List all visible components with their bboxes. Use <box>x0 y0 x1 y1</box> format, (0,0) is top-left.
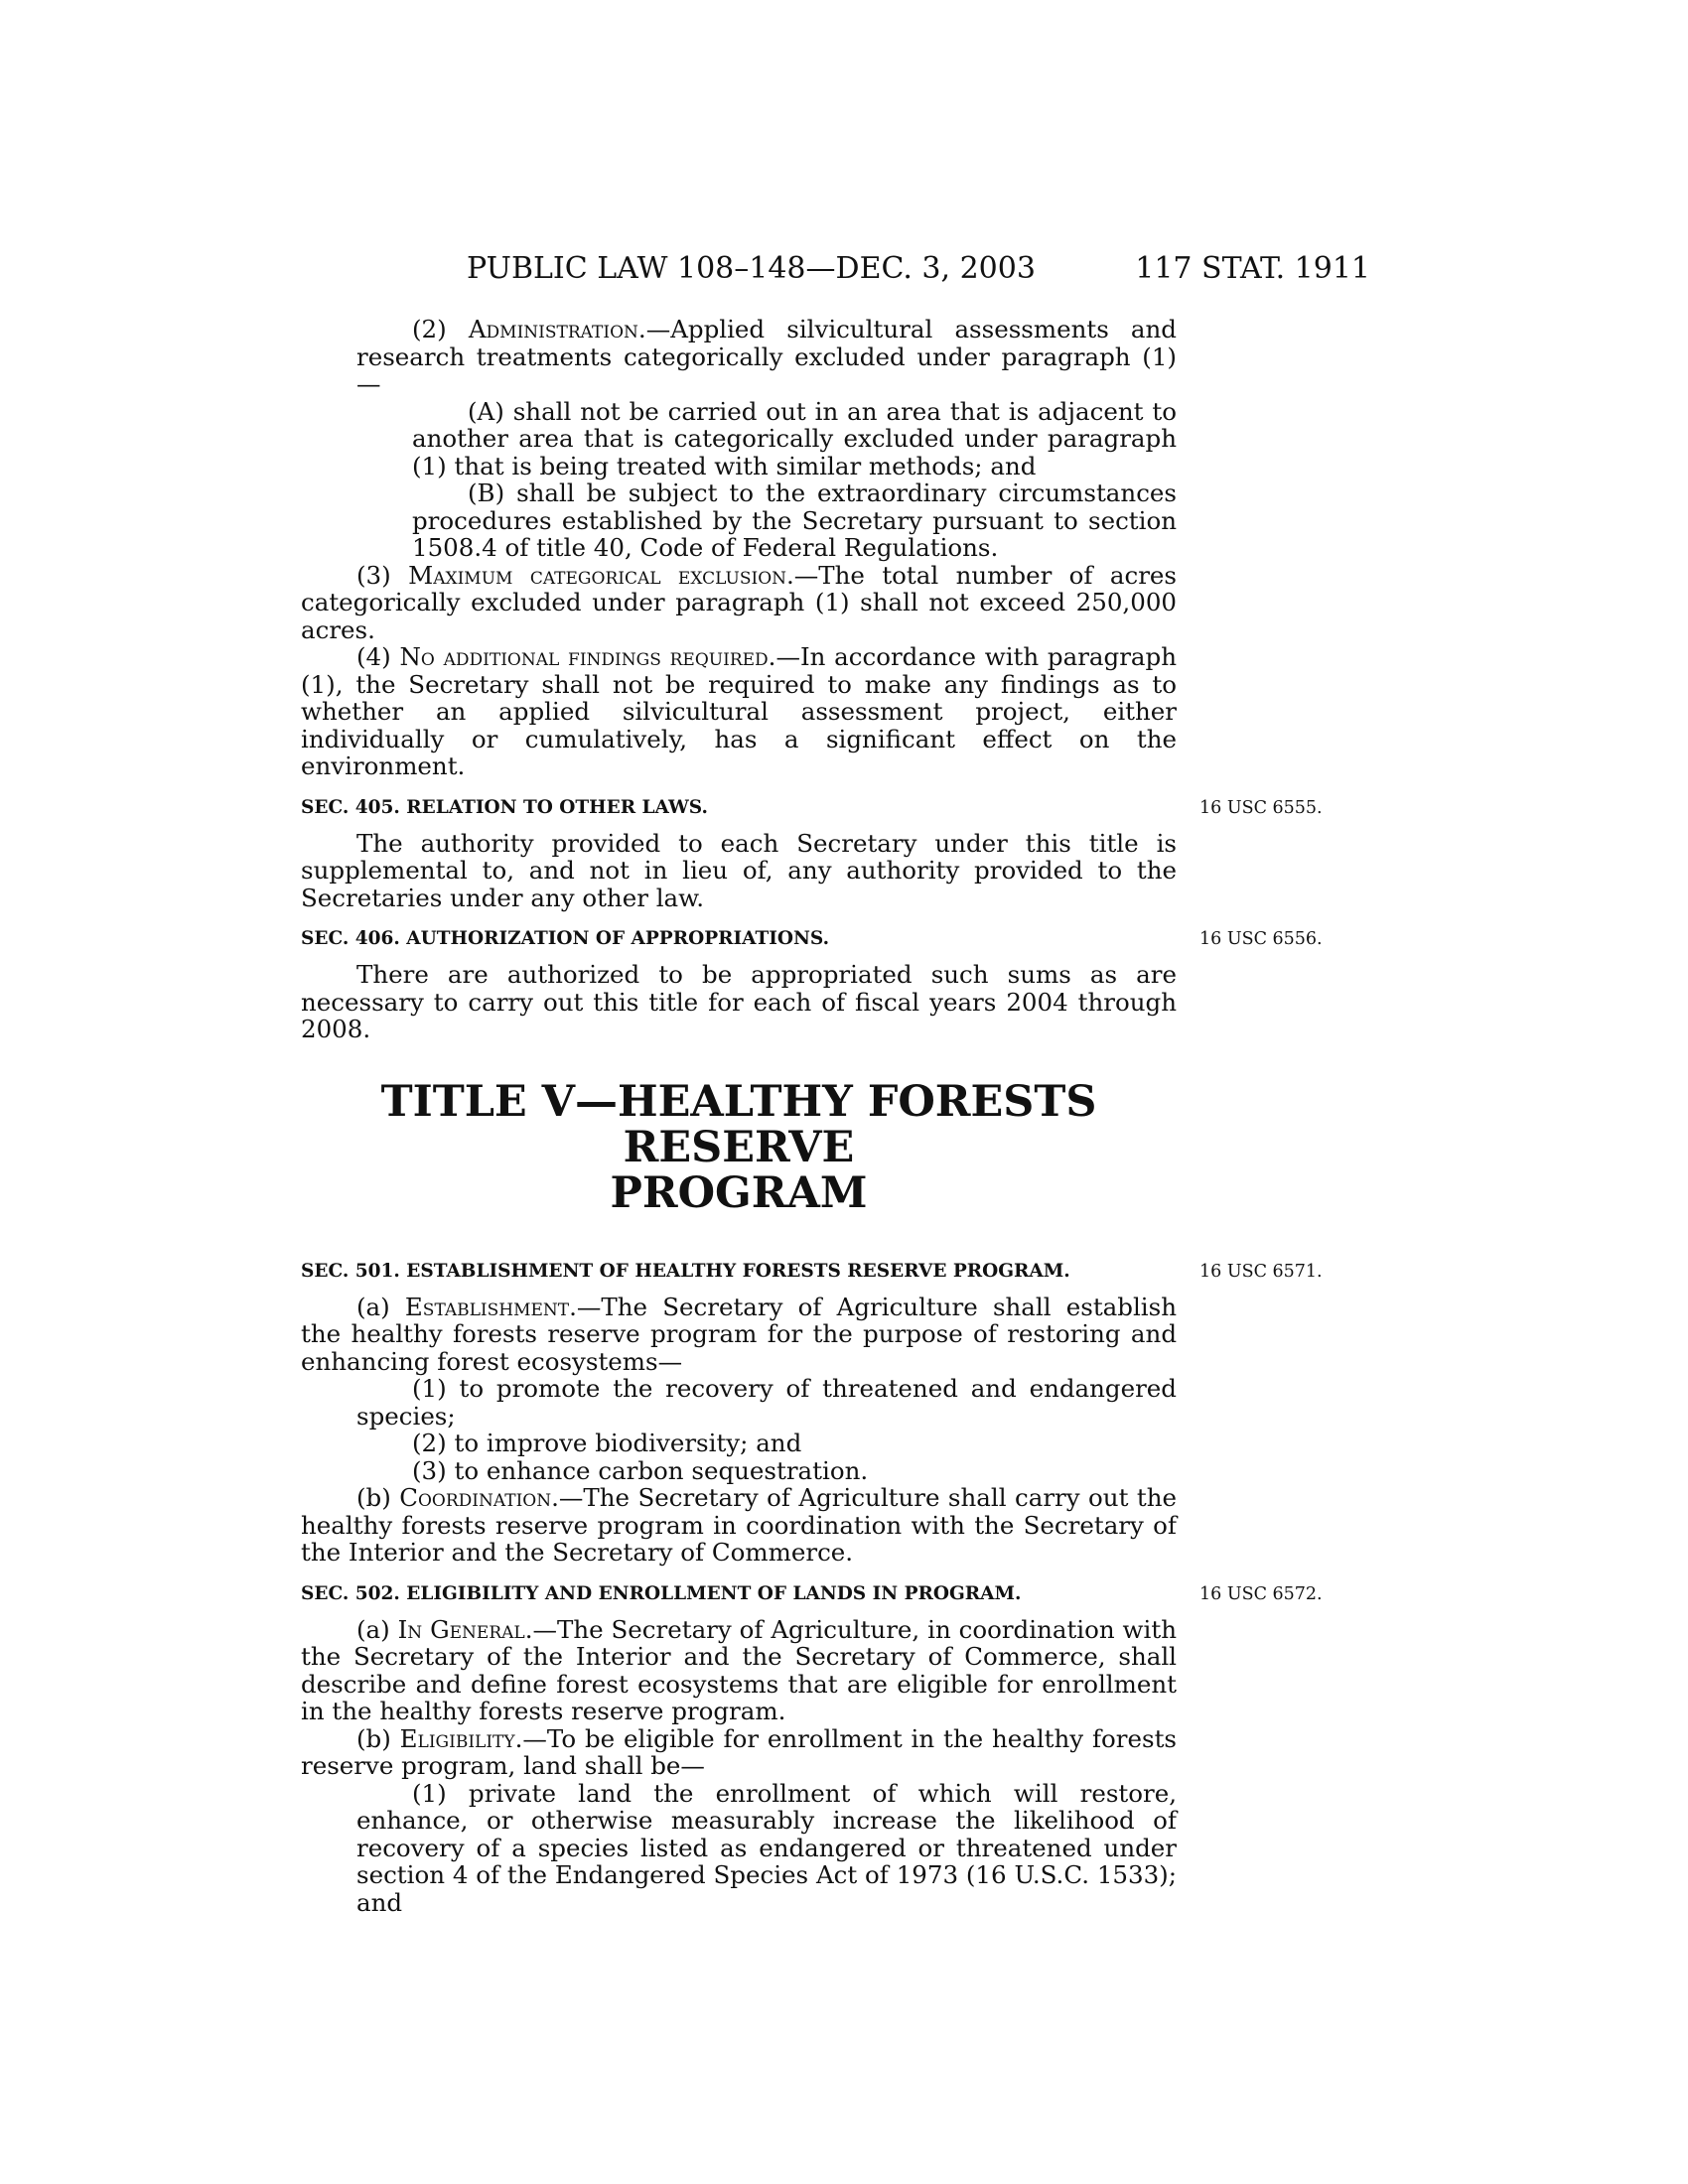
subparagraph-b: (B) shall be subject to the extraordinary circumstances procedures established by the Secretary pursuant to section 1508.4 of title 40, Code of Federal Regulations. <box>412 478 1177 562</box>
section-501-item-2: (2) to improve biodiversity; and <box>412 1429 802 1457</box>
document-body <box>301 315 1323 1917</box>
section-501-item-3: (3) to enhance carbon sequestration. <box>412 1455 869 1485</box>
paragraph-heading: Coordination <box>399 1483 552 1512</box>
section-501-heading: SEC. 501. ESTABLISHMENT OF HEALTHY FORESTS RESERVE PROGRAM. 16 USC 6571. <box>301 1260 1177 1284</box>
section-502-a: (a) In General.—The Secretary of Agriculture, in coordination with the Secretary of the Interior and the Secretary of Commerce, shall describe and define forest ecosystems that are eligible for enrollment in the healthy forests reserve program. <box>301 1614 1177 1725</box>
section-502-heading: SEC. 502. ELIGIBILITY AND ENROLLMENT OF LANDS IN PROGRAM. 16 USC 6572. <box>301 1582 1177 1606</box>
section-405-heading: SEC. 405. RELATION TO OTHER LAWS. 16 USC 6555. <box>301 796 1177 820</box>
section-405-text: The authority provided to each Secretary under this title is supplemental to, and not in lieu of, any authority provided to the Secretaries under any other law. <box>301 828 1177 912</box>
paragraph-2: (2) Administration.—Applied silvicultural assessments and research treatments categorically excluded under paragraph (1)— <box>356 315 1177 398</box>
section-406-heading: SEC. 406. AUTHORIZATION OF APPROPRIATIONS. 16 USC 6556. <box>301 927 1177 951</box>
paragraph-heading: Administration <box>468 315 638 343</box>
section-406-text: There are authorized to be appropriated such sums as are necessary to carry out this title for each of fiscal years 2004 through 2008. <box>301 960 1177 1043</box>
stat-page-number: 117 STAT. 1911 <box>1135 251 1370 286</box>
running-head: PUBLIC LAW 108–148—DEC. 3, 2003 <box>467 251 1036 286</box>
section-502-item-1: (1) private land the enrollment of which will restore, enhance, or otherwise measurably increase the likelihood of recovery of a species listed as endangered or threatened under section 4 of the Endangered Species Act of 1973 (16 U.S.C. 1533); and <box>356 1778 1177 1917</box>
paragraph-heading: Establishment <box>404 1292 570 1321</box>
section-502-b: (b) Eligibility.—To be eligible for enrollment in the healthy forests reserve program, land shall be— <box>301 1723 1177 1780</box>
subparagraph-a: (A) shall not be carried out in an area that is adjacent to another area that is categorically excluded under paragraph (1) that is being treated with similar methods; and <box>412 396 1177 480</box>
paragraph-4: (4) No additional findings required.—In accordance with paragraph (1), the Secretary shall not be required to make any findings as to whether an applied silvicultural assessment project, either individually or cumulatively, has a significant effect on the environment. <box>301 642 1177 780</box>
title-heading: TITLE V—HEALTHY FORESTS RESERVE PROGRAM <box>380 1076 1097 1218</box>
paragraph-heading: Maximum categorical exclusion <box>408 560 787 590</box>
paragraph-3: (3) Maximum categorical exclusion.—The total number of acres categorically excluded under paragraph (1) shall not exceed 250,000 acres. <box>301 560 1178 644</box>
page-header <box>467 248 1370 290</box>
paragraph-heading: In General <box>397 1614 525 1644</box>
margin-note: 16 USC 6556. <box>1199 929 1323 949</box>
section-501-item-1: (1) to promote the recovery of threatened and endangered species; <box>356 1374 1177 1431</box>
margin-note: 16 USC 6571. <box>1199 1261 1323 1282</box>
paragraph-heading: Eligibility <box>399 1723 515 1753</box>
section-501-a: (a) Establishment.—The Secretary of Agriculture shall establish the healthy forests reserve program for the purpose of restoring and enhancing forest ecosystems— <box>301 1292 1177 1376</box>
section-501-b: (b) Coordination.—The Secretary of Agriculture shall carry out the healthy forests reserve program in coordination with the Secretary of the Interior and the Secretary of Commerce. <box>301 1483 1177 1567</box>
paragraph-heading: No additional findings required <box>399 642 769 671</box>
margin-note: 16 USC 6555. <box>1199 797 1323 818</box>
margin-note: 16 USC 6572. <box>1199 1583 1323 1604</box>
